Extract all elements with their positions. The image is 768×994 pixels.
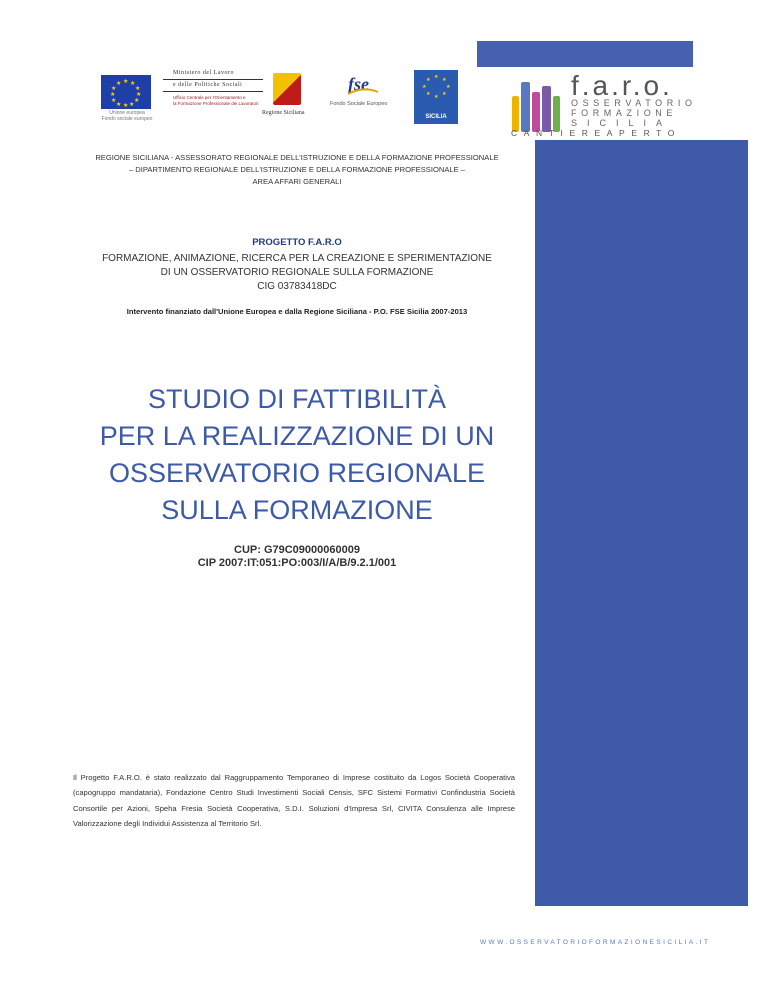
main-title-line1: STUDIO DI FATTIBILITÀ (147, 384, 447, 414)
faro-sub-line1: OSSERVATORIO (571, 98, 697, 108)
website-link[interactable]: WWW.OSSERVATORIOFORMAZIONESICILIA.IT (480, 939, 711, 946)
funding-note: Intervento finanziato dall'Unione Europea e dalla Regione Siciliana - P.O. FSE Sicilia 2007-2013 (126, 307, 468, 316)
faro-sub-line3: SICILIA (571, 118, 673, 128)
project-desc-line1: FORMAZIONE, ANIMAZIONE, RICERCA PER LA CREAZIONE E SPERIMENTAZIONE (102, 253, 492, 264)
main-title-line3: OSSERVATORIO REGIONALE (108, 458, 486, 488)
fse-logo-icon (346, 72, 380, 98)
fse-caption: Fondo Sociale Europeo (330, 101, 388, 107)
faro-sub-line2: FORMAZIONE (571, 108, 677, 118)
svg-text:★: ★ (422, 84, 427, 90)
header-line1: REGIONE SICILIANA - ASSESSORATO REGIONALE DELL'ISTRUZIONE E DELLA FORMAZIONE PROFESSIONALE (95, 153, 499, 162)
ministero-line2: e delle Politiche Sociali (173, 82, 243, 88)
svg-text:★: ★ (426, 77, 431, 83)
project-desc-line2: DI UN OSSERVATORIO REGIONALE SULLA FORMAZIONE (160, 267, 434, 278)
sicilia-badge-logo (414, 70, 458, 124)
project-name: PROGETTO F.A.R.O (252, 237, 342, 248)
regione-siciliana-label: Regione Siciliana (262, 110, 305, 116)
project-cig: CIG 03783418DC (257, 281, 337, 292)
sicilia-badge-label: SICILIA (425, 114, 447, 120)
svg-text:★: ★ (434, 94, 439, 100)
ministero-line1: Ministero del Lavoro (173, 70, 234, 76)
faro-title: f.a.r.o. (571, 70, 673, 101)
regione-siciliana-emblem-icon (273, 73, 301, 105)
eu-flag-logo: ★ ★ ★ ★ ★ ★ ★ ★ ★ ★ ★ ★ (101, 75, 151, 109)
right-blue-band (535, 140, 748, 906)
svg-text:★: ★ (446, 84, 451, 90)
svg-text:★: ★ (442, 91, 447, 97)
cantiere-aperto-label: CANTIEREAPERTO (511, 128, 682, 138)
cip-code: CIP 2007:IT:051:PO:003/I/A/B/9.2.1/001 (197, 557, 397, 569)
svg-text:★: ★ (426, 91, 431, 97)
cup-code: CUP: G79C09000060009 (234, 544, 360, 556)
main-title-line2: PER LA REALIZZAZIONE DI UN (99, 421, 495, 451)
header-line2: – DIPARTIMENTO REGIONALE DELL'ISTRUZIONE E DELLA FORMAZIONE PROFESSIONALE – (128, 165, 466, 174)
ministero-small2: la Formazione Professionale dei Lavoratori (173, 101, 259, 106)
consortium-paragraph: Il Progetto F.A.R.O. è stato realizzato dal Raggruppamento Temporaneo di Imprese costituito da Logos Società Cooperativa (capogruppo mandataria), Fondazione Centro Studi Investimenti Sociali Censis, SFC Sistemi Formativi Confindustria Società Consortile per Azioni, Speha Fresia Società Cooperativa, S.D.I. Soluzioni d'Impresa Srl, CIVITA Consulenza alle Imprese Valorizzazione degli Individui Assistenza al Territorio Srl. (73, 773, 515, 828)
ministero-small1: Ufficio Centrale per l'Orientamento e (173, 95, 246, 100)
svg-text:★: ★ (434, 74, 439, 80)
svg-text:★: ★ (442, 77, 447, 83)
top-blue-bar (477, 41, 693, 67)
eu-caption: Unione europea Fondo sociale europeo (101, 110, 153, 122)
faro-figures-icon (512, 72, 567, 132)
header-line3: AREA AFFARI GENERALI (252, 177, 342, 186)
main-title-line4: SULLA FORMAZIONE (161, 495, 433, 525)
ministero-logo (163, 70, 263, 114)
svg-text:fse: fse (348, 74, 369, 94)
